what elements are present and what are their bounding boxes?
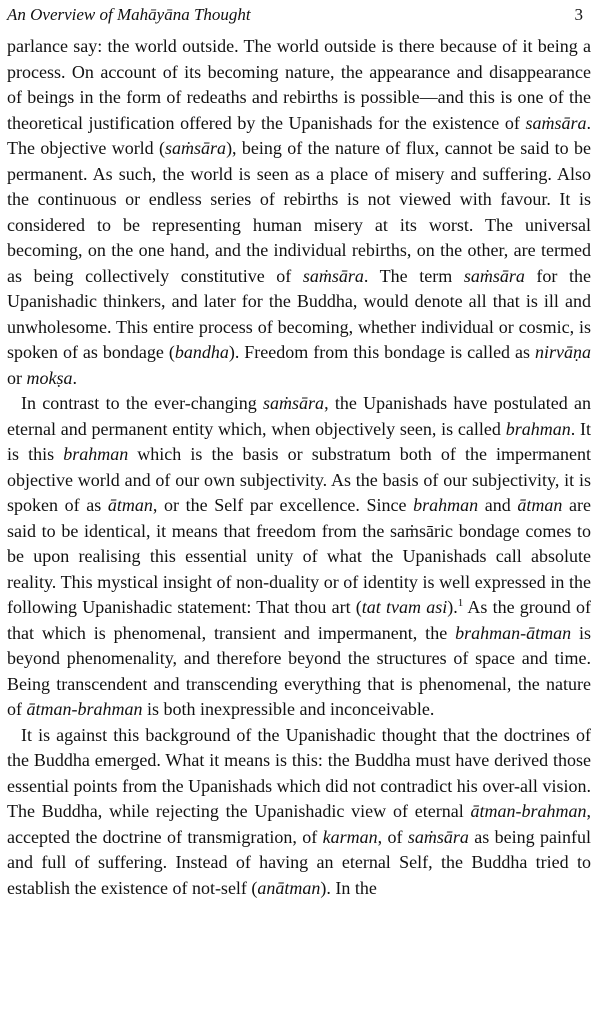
text-run: . The term: [363, 265, 464, 286]
text-run: is beyond phenomenality, and therefore beyond the structures of space and time. Being transcendent and transcending everything that is phenomenal, the nature of: [7, 622, 591, 719]
page-number: 3: [574, 5, 583, 24]
italic-term: bandha: [174, 342, 229, 362]
text-run: . It is this: [7, 418, 591, 464]
text-run: . The objective world (: [7, 112, 591, 158]
text-run: In contrast to the ever-changing: [21, 393, 264, 413]
italic-term: saṁsāra: [525, 112, 587, 133]
italic-term: nirvāṇa: [534, 342, 591, 362]
running-header: [7, 0, 591, 34]
italic-term: saṁsāra: [302, 265, 364, 286]
italic-term: saṁsāra: [263, 393, 325, 413]
text-run: parlance say: the world outside. The world outside is there because of it being a process. On account of its becoming nature, the appearance and disappearance of beings in the form of redeaths and rebirths is possible—and this is one of the theoretical justification offered by the Upanishads for the existence of: [7, 36, 591, 133]
italic-term: saṁsāra: [407, 826, 469, 847]
text-run: or: [7, 367, 27, 388]
italic-term: ātman-brahman: [26, 699, 143, 719]
text-run: ). Freedom from this bondage is called as: [228, 342, 535, 362]
footnote-ref: 1: [457, 597, 464, 609]
italic-term: karman: [322, 826, 378, 847]
italic-term: brahman: [63, 444, 129, 464]
text-run: for the Upanishadic thinkers, and later for the Buddha, would denote all that is ill and unwholesome. This entire process of becoming, whether individual or cosmic, is spoken of as bondage (: [7, 265, 591, 362]
text-run: as being painful and full of suffering. Instead of having an eternal Self, the Buddha tried to establish the existence of not-self (: [7, 826, 591, 898]
italic-term: tat tvam asi: [361, 597, 448, 617]
italic-term: ātman: [107, 495, 153, 515]
text-run: ), being of the nature of flux, cannot be said to be permanent. As such, the world is seen as a place of misery and suffering. Also the continuous or endless series of rebirths is not viewed with favour. It is considered to be representing human misery at its worst. The universal becoming, on the one hand, and the individual rebirths, on the other, are termed as being collectively constitutive of: [7, 138, 591, 286]
italic-term: mokṣa: [26, 367, 73, 388]
italic-term: brahman: [413, 495, 479, 515]
running-title: An Overview of Mahāyāna Thought: [7, 5, 251, 24]
body-text: [7, 34, 591, 901]
text-run: It is against this background of the Upanishadic thought that the doctrines of the Buddha emerged. What it means is this: the Buddha must have derived those essential points from the Upanishads which did not contradict his over-all vision. The Buddha, while rejecting the Upanishadic view of eternal: [7, 724, 591, 821]
paragraph-1: [7, 34, 591, 391]
italic-term: saṁsāra: [463, 265, 525, 286]
text-run: .: [72, 367, 77, 388]
italic-term: saṁsāra: [165, 138, 227, 158]
text-run: are said to be identical, it means that freedom from the saṁsāric bondage comes to be upon realising this essential unity of what the Upanishads call absolute reality. This mystical insight of non-duality or of identity is well expressed in the following Upanishadic statement: That thou art (: [7, 495, 591, 617]
text-run: and: [478, 495, 518, 515]
paragraph-3: [7, 723, 591, 902]
text-run: As the ground of that which is phenomenal, transient and impermanent, the: [7, 597, 591, 643]
text-run: ).: [447, 597, 458, 617]
text-run: ). In the: [320, 877, 377, 898]
text-run: , accepted the doctrine of transmigration, of: [7, 801, 591, 847]
italic-term: anātman: [257, 877, 321, 898]
text-run: which is the basis or substratum both of the impermanent objective world and of our own subjectivity. As the basis of our subjectivity, it is spoken of as: [7, 444, 591, 515]
paragraph-2: [7, 391, 591, 723]
text-run: , of: [377, 826, 408, 847]
italic-term: brahman: [505, 418, 571, 439]
text-run: , the Upanishads have postulated an eternal and permanent entity which, when objectively seen, is called: [7, 393, 591, 439]
italic-term: ātman-brahman: [470, 801, 587, 821]
italic-term: brahman-ātman: [455, 622, 572, 643]
text-run: is both inexpressible and inconceivable.: [142, 699, 435, 719]
italic-term: ātman: [517, 495, 563, 515]
text-run: , or the Self par excellence. Since: [152, 495, 414, 515]
